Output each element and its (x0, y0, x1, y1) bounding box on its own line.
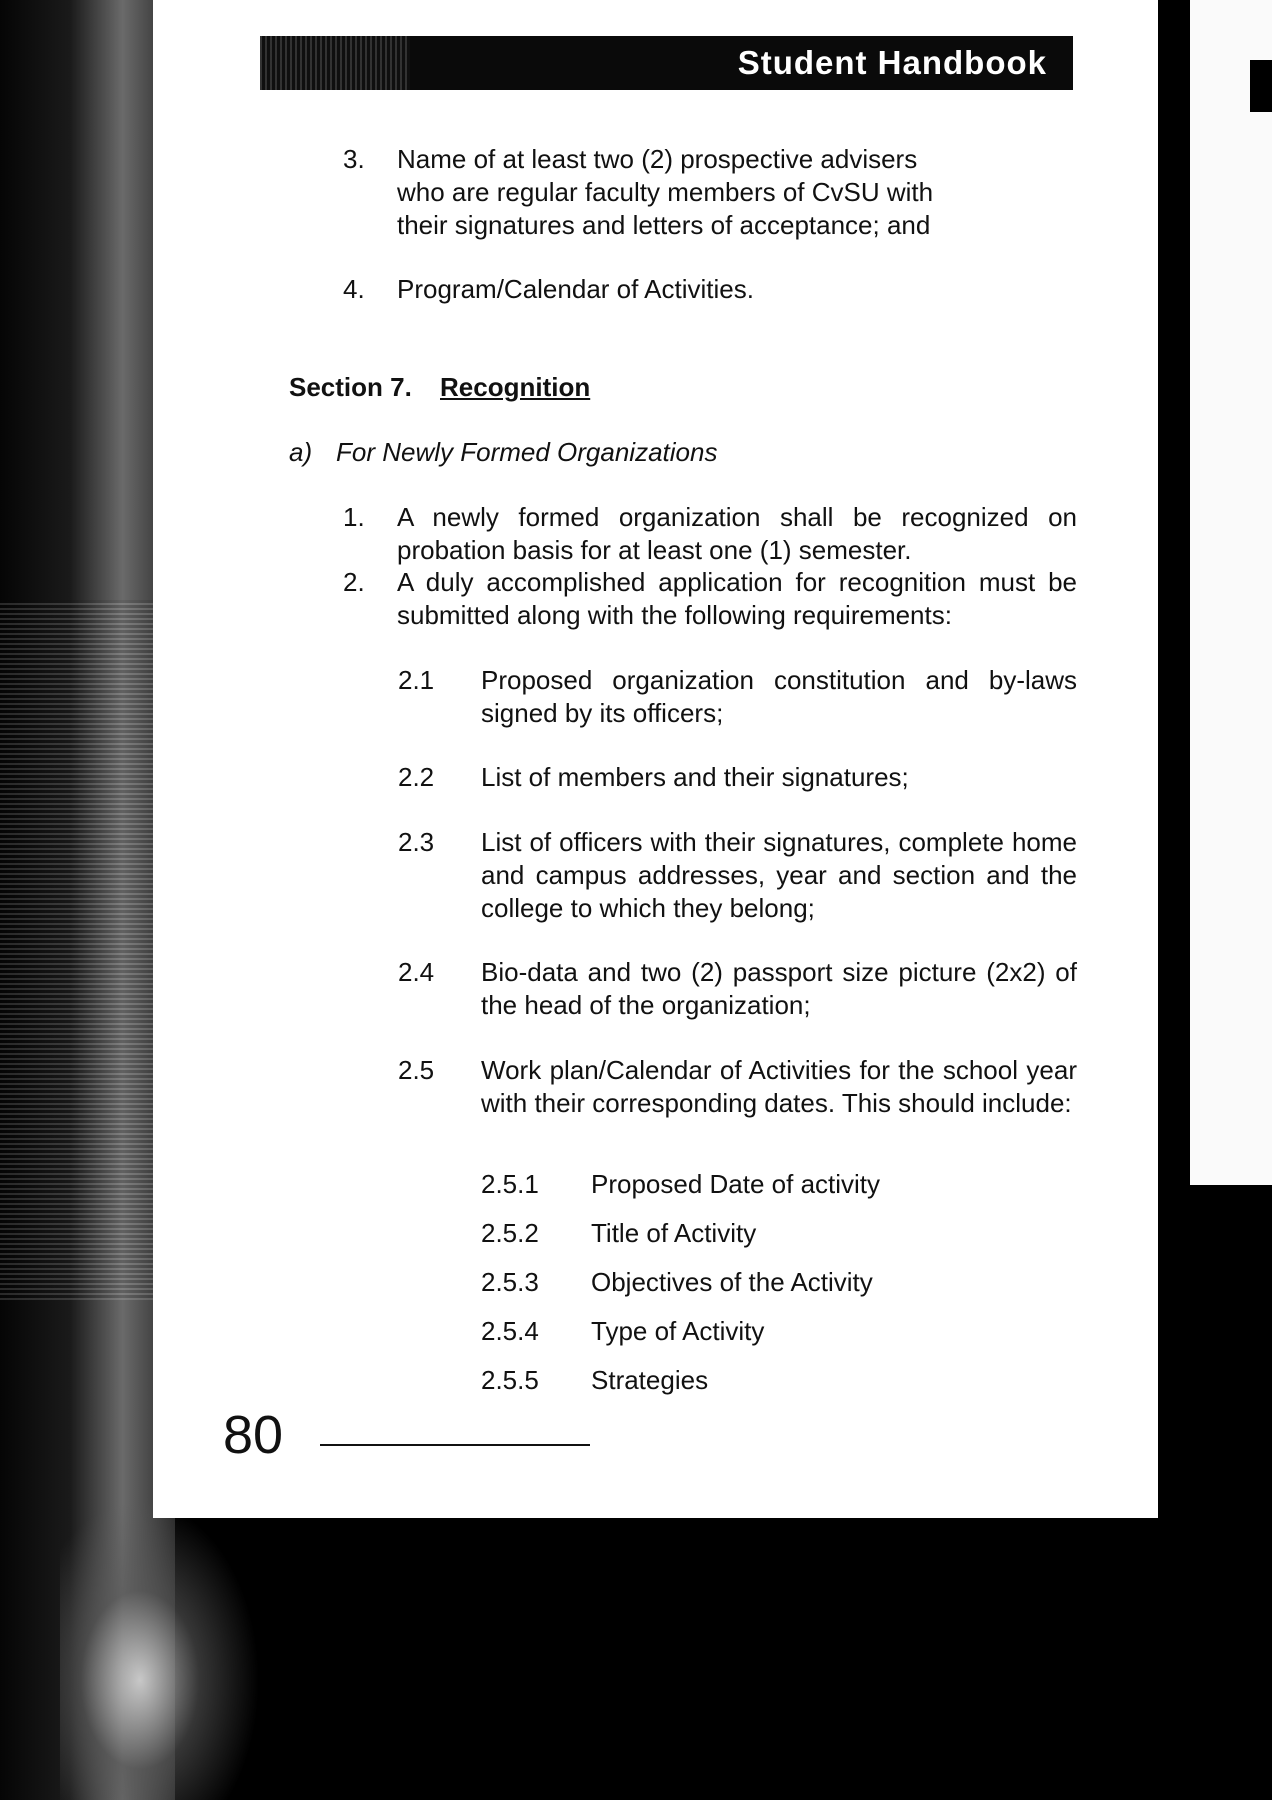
work-plan-number: 2.5.5 (481, 1365, 539, 1395)
requirement-number: 2.5 (398, 1055, 435, 1085)
requirement-number: 2.3 (398, 827, 435, 857)
handbook-page (153, 0, 1158, 1518)
work-plan-text: Title of Activity (591, 1218, 757, 1248)
requirement-text: Proposed organization constitution and by-laws signed by its officers; (481, 665, 1077, 728)
footer-rule (320, 1444, 590, 1446)
requirement-number: 2.4 (398, 957, 435, 987)
work-plan-number: 2.5.2 (481, 1218, 539, 1248)
requirement-text: List of members and their signatures; (481, 762, 909, 792)
work-plan-text: Objectives of the Activity (591, 1267, 873, 1297)
section-label: Section 7. (289, 372, 412, 402)
work-plan-text: Type of Activity (591, 1316, 765, 1346)
page-number: 80 (223, 1405, 284, 1465)
list-number: 4. (343, 274, 365, 304)
scan-left-noise (0, 600, 175, 1300)
header-band (260, 36, 1073, 90)
work-plan-number: 2.5.3 (481, 1267, 539, 1297)
work-plan-number: 2.5.4 (481, 1316, 539, 1346)
work-plan-number: 2.5.1 (481, 1169, 539, 1199)
list-item-text: A newly formed organization shall be recognized on probation basis for at least one (1) semester. (397, 502, 1077, 565)
work-plan-text: Proposed Date of activity (591, 1169, 881, 1199)
list-number: 1. (343, 502, 365, 532)
requirement-number: 2.2 (398, 762, 435, 792)
requirement-text: Bio-data and two (2) passport size picture (2x2) of the head of the organization; (481, 957, 1077, 1020)
section-title: Recognition (440, 372, 591, 402)
list-number: 2. (343, 567, 365, 597)
scan-corner-glare (60, 1500, 260, 1800)
list-item-text: Program/Calendar of Activities. (397, 274, 754, 304)
list-item-text: A duly accomplished application for recognition must be submitted along with the following requirements: (397, 567, 1077, 630)
subsection-letter: a) (289, 437, 313, 467)
header-title: Student Handbook (737, 44, 1047, 81)
requirement-number: 2.1 (398, 665, 435, 695)
list-number: 3. (343, 144, 365, 174)
work-plan-text: Strategies (591, 1365, 709, 1395)
subsection-title: For Newly Formed Organizations (336, 437, 718, 467)
adjacent-page-edge (1190, 0, 1272, 1185)
requirement-text: List of officers with their signatures, complete home and campus addresses, year and section and the college to which they belong; (481, 827, 1077, 923)
list-item-text: Name of at least two (2) prospective advisers who are regular faculty members of CvSU with their signatures and letters of acceptance; and (397, 144, 934, 240)
adjacent-page-mark (1250, 60, 1272, 112)
requirement-text: Work plan/Calendar of Activities for the school year with their corresponding dates. This should include: (481, 1055, 1077, 1118)
header-dither (260, 36, 410, 90)
